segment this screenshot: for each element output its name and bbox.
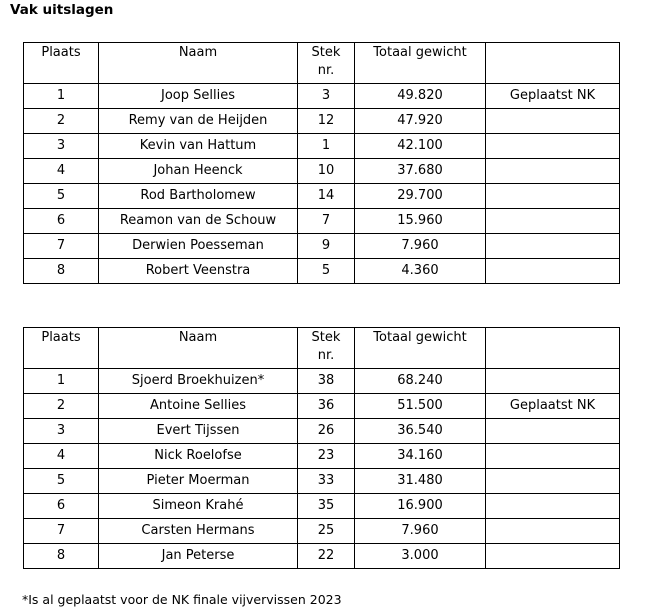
header-extra bbox=[486, 43, 620, 84]
table-row bbox=[24, 444, 620, 469]
cell-plaats: 5 bbox=[24, 469, 99, 494]
cell-plaats: 4 bbox=[24, 444, 99, 469]
table-row bbox=[24, 419, 620, 444]
cell-stek: 12 bbox=[298, 109, 355, 134]
cell-plaats: 6 bbox=[24, 209, 99, 234]
header-plaats: Plaats bbox=[24, 328, 99, 369]
cell-opmerking bbox=[486, 109, 620, 134]
cell-stek: 35 bbox=[298, 494, 355, 519]
cell-plaats: 6 bbox=[24, 494, 99, 519]
page-title: Vak uitslagen bbox=[10, 2, 114, 18]
table-header-row bbox=[24, 328, 620, 369]
footnote: *Is al geplaatst voor de NK finale vijvervissen 2023 bbox=[22, 592, 342, 607]
header-naam: Naam bbox=[99, 43, 298, 84]
cell-totaal-gewicht: 7.960 bbox=[355, 234, 486, 259]
cell-plaats: 3 bbox=[24, 134, 99, 159]
cell-plaats: 2 bbox=[24, 109, 99, 134]
cell-opmerking bbox=[486, 369, 620, 394]
cell-plaats: 4 bbox=[24, 159, 99, 184]
cell-plaats: 3 bbox=[24, 419, 99, 444]
table-row bbox=[24, 159, 620, 184]
cell-naam: Evert Tijssen bbox=[99, 419, 298, 444]
cell-plaats: 5 bbox=[24, 184, 99, 209]
cell-naam: Johan Heenck bbox=[99, 159, 298, 184]
cell-opmerking bbox=[486, 184, 620, 209]
cell-stek: 14 bbox=[298, 184, 355, 209]
cell-plaats: 2 bbox=[24, 394, 99, 419]
table-row bbox=[24, 259, 620, 284]
table-header-row bbox=[24, 43, 620, 84]
cell-plaats: 8 bbox=[24, 259, 99, 284]
table-row bbox=[24, 494, 620, 519]
cell-opmerking: Geplaatst NK bbox=[486, 84, 620, 109]
header-stek-line2: nr. bbox=[317, 63, 335, 78]
header-extra bbox=[486, 328, 620, 369]
table-row bbox=[24, 394, 620, 419]
cell-naam: Simeon Krahé bbox=[99, 494, 298, 519]
cell-totaal-gewicht: 42.100 bbox=[355, 134, 486, 159]
cell-naam: Kevin van Hattum bbox=[99, 134, 298, 159]
cell-naam: Antoine Sellies bbox=[99, 394, 298, 419]
cell-opmerking: Geplaatst NK bbox=[486, 394, 620, 419]
cell-stek: 10 bbox=[298, 159, 355, 184]
cell-stek: 33 bbox=[298, 469, 355, 494]
cell-stek: 36 bbox=[298, 394, 355, 419]
cell-stek: 22 bbox=[298, 544, 355, 569]
table-row bbox=[24, 544, 620, 569]
cell-plaats: 1 bbox=[24, 84, 99, 109]
header-stek-line1: Stek bbox=[311, 45, 341, 60]
cell-naam: Robert Veenstra bbox=[99, 259, 298, 284]
header-stek-line2: nr. bbox=[317, 348, 335, 363]
cell-plaats: 1 bbox=[24, 369, 99, 394]
cell-opmerking bbox=[486, 234, 620, 259]
cell-stek: 1 bbox=[298, 134, 355, 159]
cell-naam: Derwien Poesseman bbox=[99, 234, 298, 259]
cell-stek: 9 bbox=[298, 234, 355, 259]
cell-stek: 26 bbox=[298, 419, 355, 444]
cell-opmerking bbox=[486, 444, 620, 469]
header-stek bbox=[298, 43, 355, 84]
cell-totaal-gewicht: 36.540 bbox=[355, 419, 486, 444]
cell-opmerking bbox=[486, 544, 620, 569]
cell-naam: Rod Bartholomew bbox=[99, 184, 298, 209]
table-row bbox=[24, 134, 620, 159]
cell-opmerking bbox=[486, 134, 620, 159]
cell-stek: 7 bbox=[298, 209, 355, 234]
results-table-2 bbox=[23, 327, 620, 569]
table-row bbox=[24, 184, 620, 209]
cell-stek: 25 bbox=[298, 519, 355, 544]
cell-totaal-gewicht: 37.680 bbox=[355, 159, 486, 184]
cell-totaal-gewicht: 49.820 bbox=[355, 84, 486, 109]
cell-stek: 3 bbox=[298, 84, 355, 109]
cell-plaats: 7 bbox=[24, 234, 99, 259]
cell-opmerking bbox=[486, 494, 620, 519]
cell-plaats: 7 bbox=[24, 519, 99, 544]
header-naam: Naam bbox=[99, 328, 298, 369]
cell-totaal-gewicht: 31.480 bbox=[355, 469, 486, 494]
cell-opmerking bbox=[486, 469, 620, 494]
table-row bbox=[24, 209, 620, 234]
cell-totaal-gewicht: 68.240 bbox=[355, 369, 486, 394]
cell-opmerking bbox=[486, 419, 620, 444]
cell-opmerking bbox=[486, 159, 620, 184]
cell-totaal-gewicht: 51.500 bbox=[355, 394, 486, 419]
header-totaal-gewicht: Totaal gewicht bbox=[355, 43, 486, 84]
cell-naam: Carsten Hermans bbox=[99, 519, 298, 544]
cell-plaats: 8 bbox=[24, 544, 99, 569]
cell-totaal-gewicht: 4.360 bbox=[355, 259, 486, 284]
cell-opmerking bbox=[486, 519, 620, 544]
cell-totaal-gewicht: 7.960 bbox=[355, 519, 486, 544]
cell-stek: 38 bbox=[298, 369, 355, 394]
cell-naam: Joop Sellies bbox=[99, 84, 298, 109]
cell-totaal-gewicht: 16.900 bbox=[355, 494, 486, 519]
cell-stek: 23 bbox=[298, 444, 355, 469]
header-stek bbox=[298, 328, 355, 369]
header-totaal-gewicht: Totaal gewicht bbox=[355, 328, 486, 369]
cell-opmerking bbox=[486, 209, 620, 234]
header-plaats: Plaats bbox=[24, 43, 99, 84]
cell-stek: 5 bbox=[298, 259, 355, 284]
cell-naam: Nick Roelofse bbox=[99, 444, 298, 469]
table-row bbox=[24, 369, 620, 394]
cell-naam: Jan Peterse bbox=[99, 544, 298, 569]
cell-totaal-gewicht: 29.700 bbox=[355, 184, 486, 209]
cell-totaal-gewicht: 34.160 bbox=[355, 444, 486, 469]
cell-naam: Remy van de Heijden bbox=[99, 109, 298, 134]
cell-totaal-gewicht: 3.000 bbox=[355, 544, 486, 569]
cell-opmerking bbox=[486, 259, 620, 284]
table-row bbox=[24, 519, 620, 544]
cell-naam: Pieter Moerman bbox=[99, 469, 298, 494]
results-table-1 bbox=[23, 42, 620, 284]
cell-totaal-gewicht: 47.920 bbox=[355, 109, 486, 134]
table-row bbox=[24, 469, 620, 494]
cell-naam: Reamon van de Schouw bbox=[99, 209, 298, 234]
header-stek-line1: Stek bbox=[311, 330, 341, 345]
cell-naam: Sjoerd Broekhuizen* bbox=[99, 369, 298, 394]
cell-totaal-gewicht: 15.960 bbox=[355, 209, 486, 234]
table-row bbox=[24, 84, 620, 109]
table-row bbox=[24, 234, 620, 259]
table-row bbox=[24, 109, 620, 134]
